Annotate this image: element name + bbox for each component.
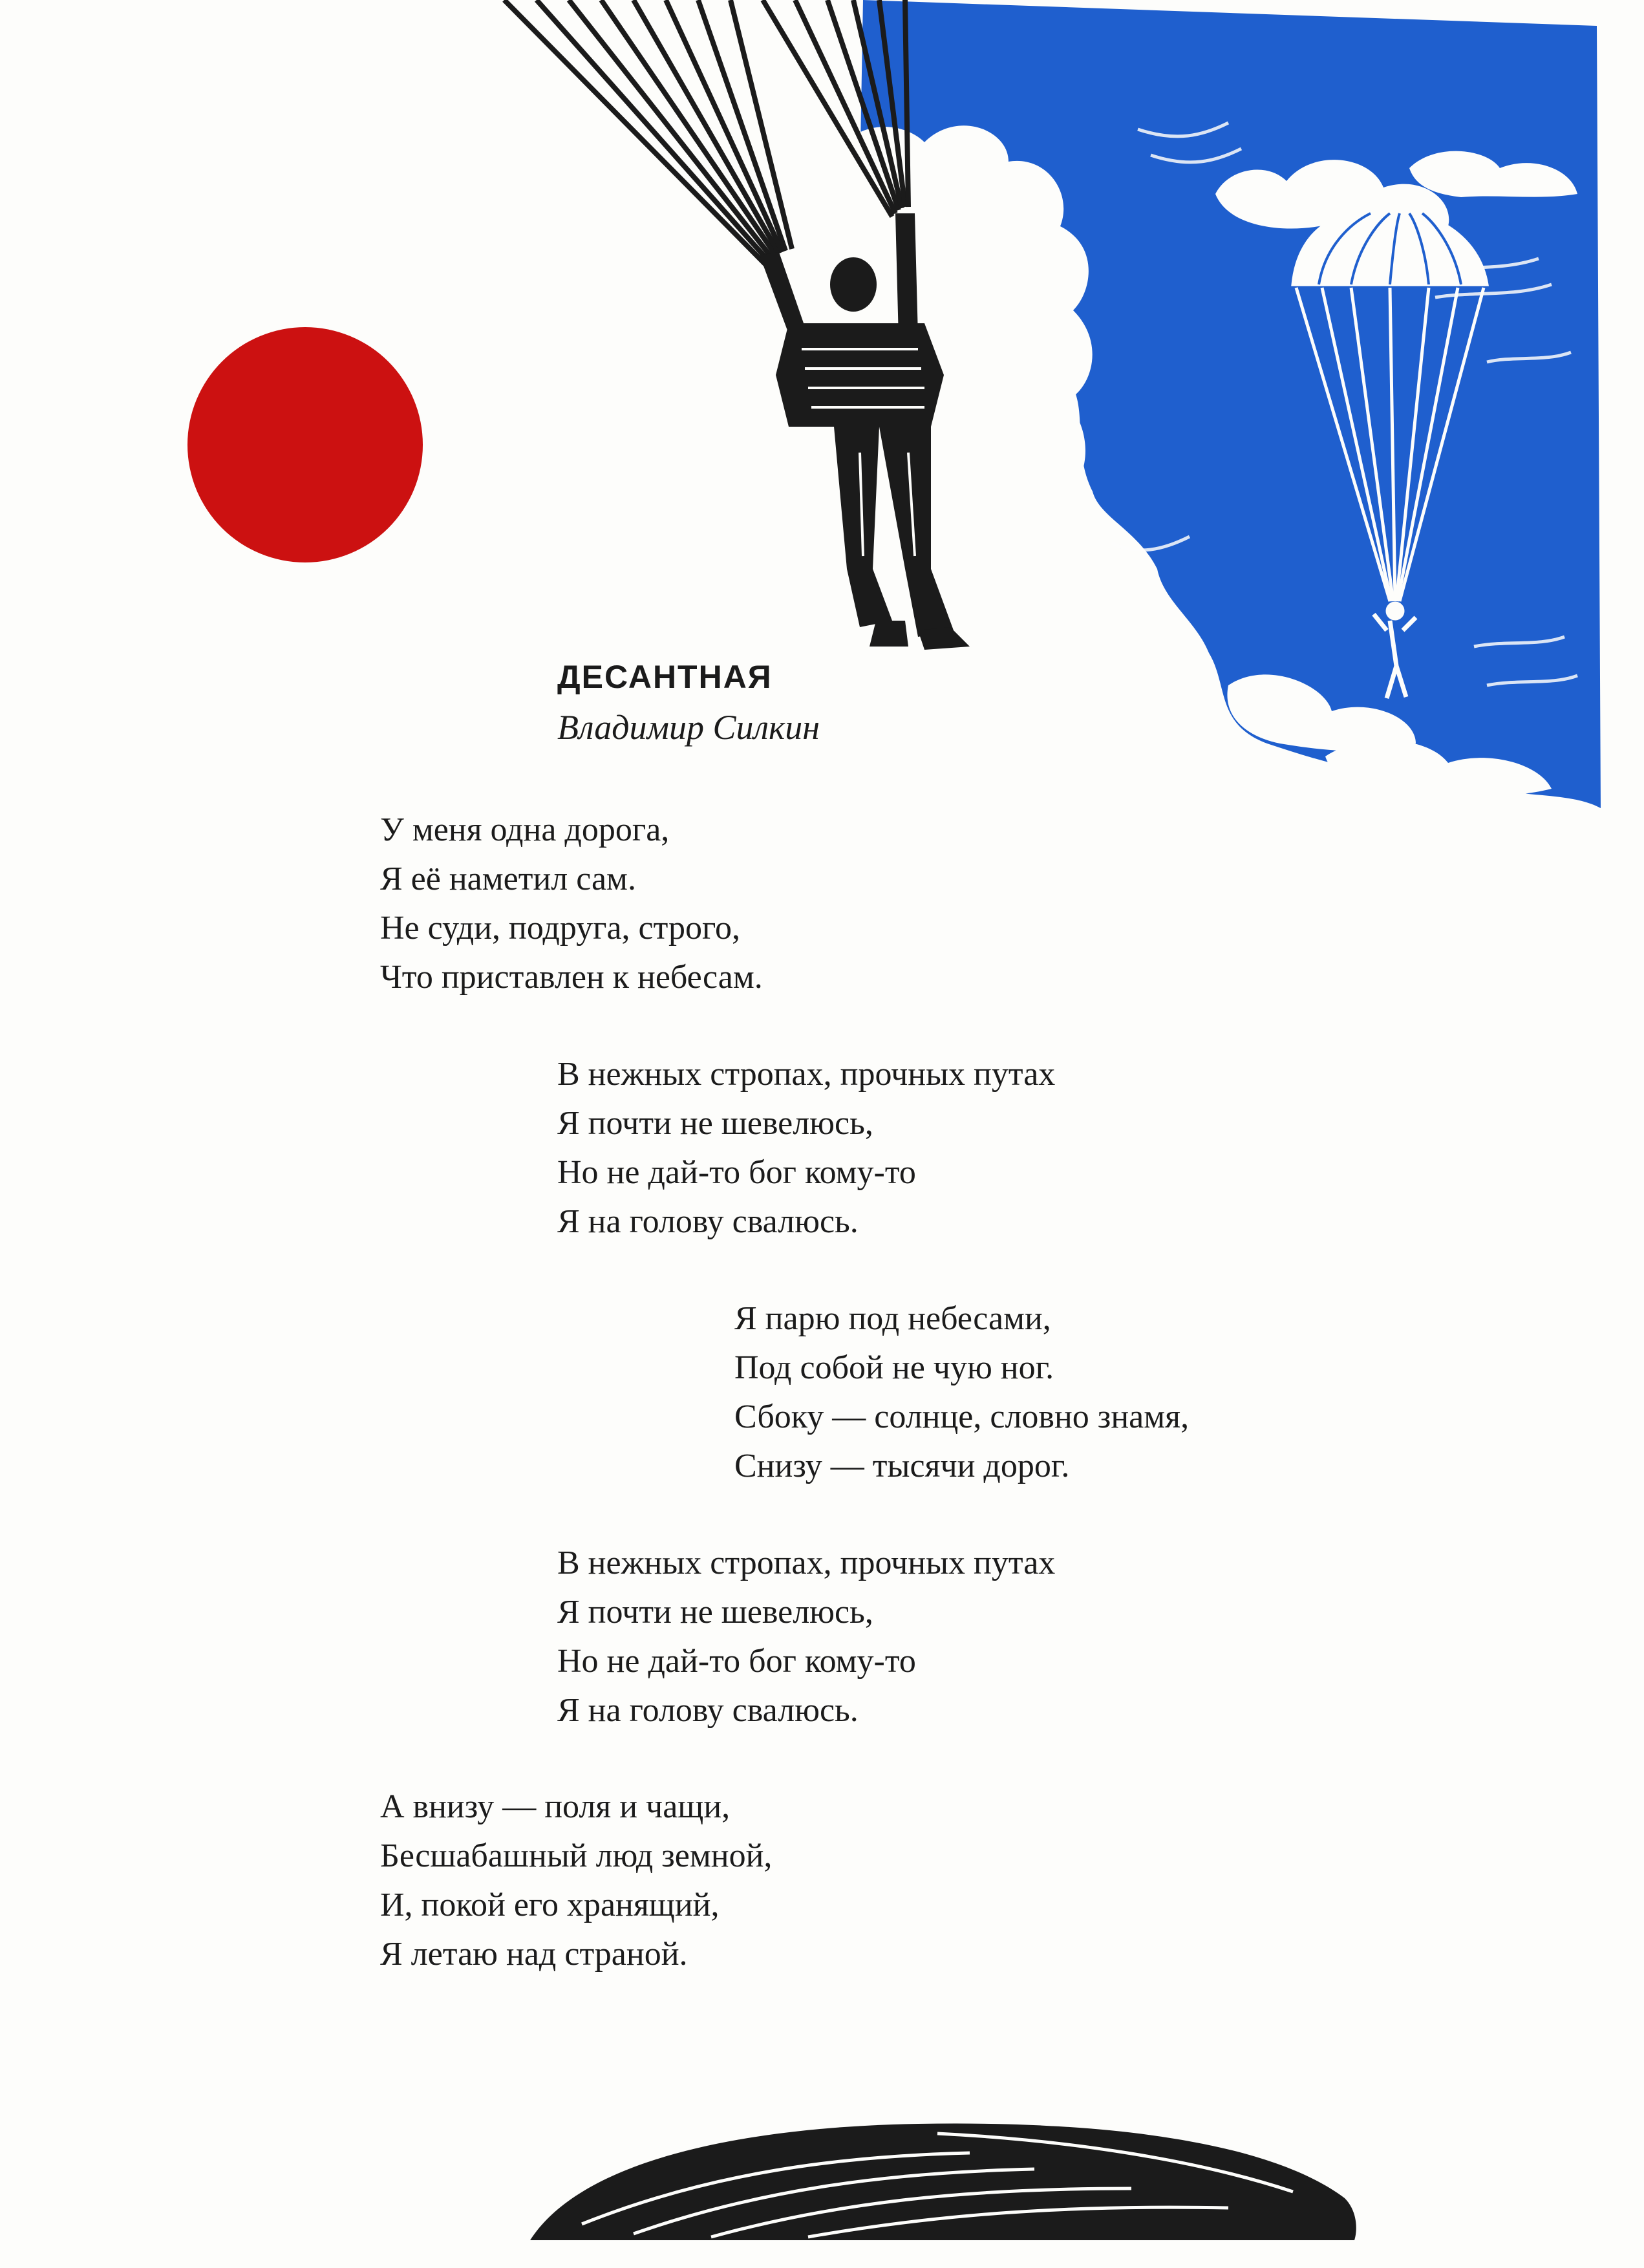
sun-icon xyxy=(187,327,423,562)
poem-line: Я почти не шевелюсь, xyxy=(557,1594,873,1631)
poem-line: В нежных стропах, прочных путах xyxy=(557,1545,1056,1581)
earth-hill-icon xyxy=(530,2123,1356,2240)
poem-line: И, покой его хранящий, xyxy=(380,1887,720,1923)
poem-line: Снизу — тысячи дорог. xyxy=(734,1448,1070,1484)
poem-line: Но не дай-то бог кому-то xyxy=(557,1643,916,1680)
poem-line: Я на голову свалюсь. xyxy=(557,1692,859,1729)
poem-title: ДЕСАНТНАЯ xyxy=(557,659,773,695)
poem-line: Что приставлен к небесам. xyxy=(380,959,763,996)
poem-line: Я на голову свалюсь. xyxy=(557,1203,859,1240)
stanza-1 xyxy=(380,806,763,1002)
poem-line: Бесшабашный люд земной, xyxy=(380,1837,773,1874)
stanza-3 xyxy=(734,1294,1189,1491)
poem-line: В нежных стропах, прочных путах xyxy=(557,1056,1056,1093)
poem-line: Я летаю над страной. xyxy=(380,1936,688,1973)
poem-line: Я почти не шевелюсь, xyxy=(557,1105,873,1142)
stanza-4 xyxy=(557,1539,1055,1735)
stanza-5 xyxy=(380,1782,772,1979)
poem-line: У меня одна дорога, xyxy=(380,811,670,848)
poem-line: Сбоку — солнце, словно знамя, xyxy=(734,1398,1190,1435)
poem-author: Владимир Силкин xyxy=(557,708,820,747)
poem-line: А внизу — поля и чащи, xyxy=(380,1788,731,1825)
poem-line: Но не дай-то бог кому-то xyxy=(557,1154,916,1191)
stanza-2 xyxy=(557,1050,1055,1246)
poem-line: Под собой не чую ног. xyxy=(734,1349,1054,1386)
poem-line: Не суди, подруга, строго, xyxy=(380,910,741,947)
poem-line: Я парю под небесами, xyxy=(734,1300,1051,1337)
poem-line: Я её наметил сам. xyxy=(380,861,636,897)
